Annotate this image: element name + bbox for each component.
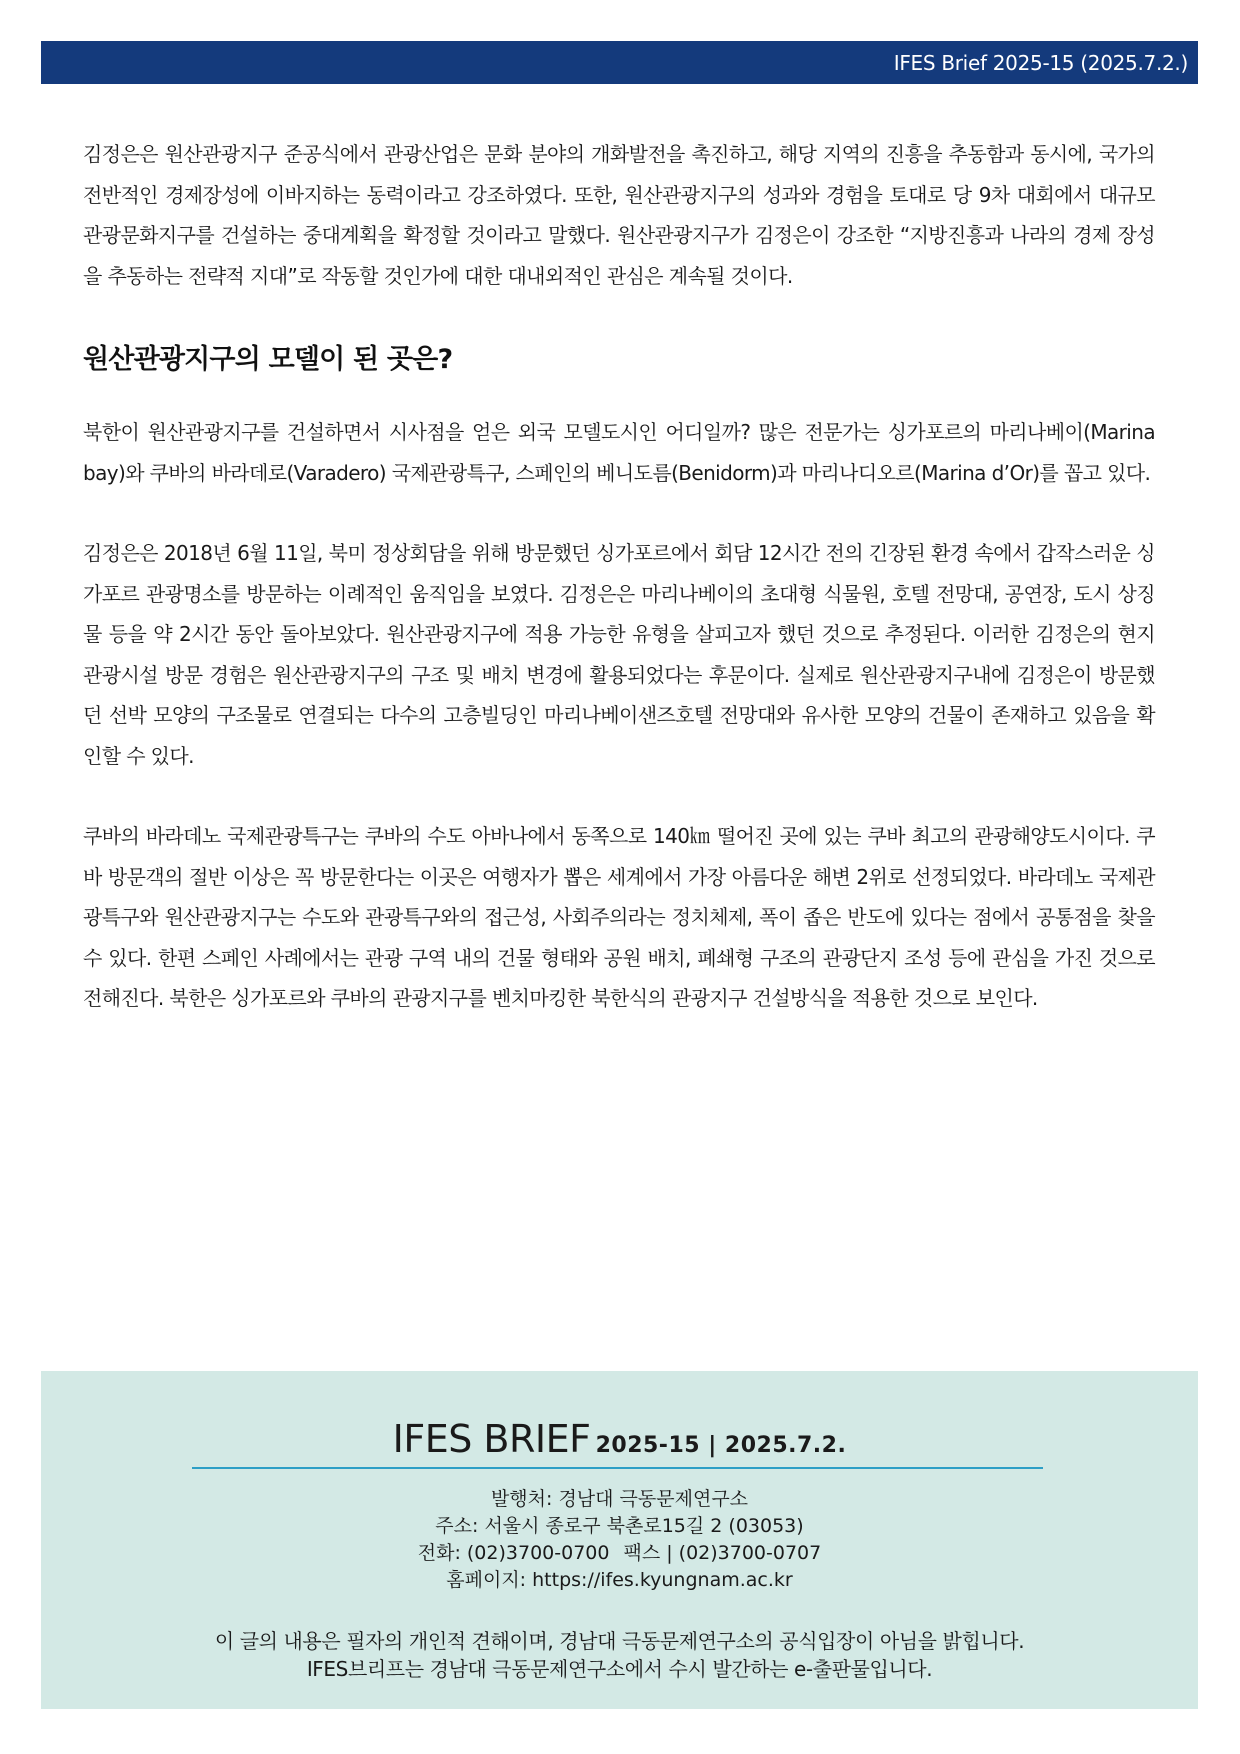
footer-divider [192, 1467, 1043, 1469]
footer-disclaimer [41, 1627, 1198, 1683]
footer-title [41, 1417, 1198, 1469]
phone: 전화: (02)3700-0700 [417, 1542, 610, 1564]
paragraph-4: 쿠바의 바라데노 국제관광특구는 쿠바의 수도 아바나에서 동쪽으로 140㎞ 떨어진 곳에 있는 쿠바 최고의 관광해양도시이다. 쿠바 방문객의 절반 이상은 꼭 방문한다는 이곳은 여행자가 뽑은 세계에서 가장 아름다운 해변 2위로 선정되었다. 바라데노 국제관광특구와 원산관광지구는 수도와 관광특구와의 접근성, 사회주의라는 정치체제, 폭이 좁은 반도에 있다는 점에서 공통점을 찾을 수 있다. 한편 스페인 사례에서는 관광 구역 내의 건물 형태와 공원 배치, 폐쇄형 구조의 관광단지 조성 등에 관심을 가진 것으로 전해진다. 북한은 싱가포르와 쿠바의 관광지구를 벤치마킹한 북한식의 관광지구 건설방식을 적용한 것으로 보인다. [83, 824, 1155, 1010]
footer-brand: IFES BRIEF [392, 1417, 591, 1461]
disclaimer-line-2: IFES브리프는 경남대 극동문제연구소에서 수시 발간하는 e-출판물입니다. [306, 1657, 933, 1681]
address: 주소: 서울시 종로구 북촌로15길 2 (03053) [435, 1515, 804, 1537]
fax: 팩스 | (02)3700-0707 [623, 1542, 822, 1564]
publisher: 발행처: 경남대 극동문제연구소 [490, 1488, 749, 1510]
paragraph-3: 김정은은 2018년 6월 11일, 북미 정상회담을 위해 방문했던 싱가포르에서 회담 12시간 전의 긴장된 환경 속에서 갑작스러운 싱가포르 관광명소를 방문하는 이례적인 움직임을 보였다. 김정은은 마리나베이의 초대형 식물원, 호텔 전망대, 공연장, 도시 상징물 등을 약 2시간 동안 돌아보았다. 원산관광지구에 적용 가능한 유형을 살피고자 했던 것으로 추정된다. 이러한 김정은의 현지 관광시설 방문 경험은 원산관광지구의 구조 및 배치 변경에 활용되었다는 후문이다. 실제로 원산관광지구내에 김정은이 방문했던 선박 모양의 구조물로 연결되는 다수의 고층빌딩인 마리나베이샌즈호텔 전망대와 유사한 모양의 건물이 존재하고 있음을 확인할 수 있다. [83, 541, 1155, 768]
header-bar [41, 41, 1198, 84]
contact-line [41, 1540, 1198, 1567]
disclaimer-line-1: 이 글의 내용은 필자의 개인적 견해이며, 경남대 극동문제연구소의 공식입장이 아님을 밝힙니다. [214, 1629, 1025, 1653]
article-body [83, 134, 1155, 1019]
issue-label: IFES Brief 2025-15 (2025.7.2.) [893, 50, 1188, 75]
homepage-link[interactable]: 홈페이지: https://ifes.kyungnam.ac.kr [446, 1569, 793, 1591]
paragraph-1: 김정은은 원산관광지구 준공식에서 관광산업은 문화 분야의 개화발전을 촉진하고, 해당 지역의 진흥을 추동함과 동시에, 국가의 전반적인 경제장성에 이바지하는 동력이라고 강조하였다. 또한, 원산관광지구의 성과와 경험을 토대로 당 9차 대회에서 대규모 관광문화지구를 건설하는 중대계획을 확정할 것이라고 말했다. 원산관광지구가 김정은이 강조한 “지방진흥과 나라의 경제 장성을 추동하는 전략적 지대”로 작동할 것인가에 대한 대내외적인 관심은 계속될 것이다. [83, 142, 1155, 288]
footer-info [41, 1486, 1198, 1594]
footer-box [41, 1371, 1198, 1709]
section-title: 원산관광지구의 모델이 된 곳은? [83, 344, 453, 375]
paragraph-2: 북한이 원산관광지구를 건설하면서 시사점을 얻은 외국 모델도시인 어디일까? 많은 전문가는 싱가포르의 마리나베이(Marina bay)와 쿠바의 바라데로(Varadero) 국제관광특구, 스페인의 베니도름(Benidorm)과 마리나디오르(Marina d’Or)를 꼽고 있다. [83, 420, 1155, 485]
footer-issue: 2025-15 | 2025.7.2. [595, 1433, 847, 1458]
